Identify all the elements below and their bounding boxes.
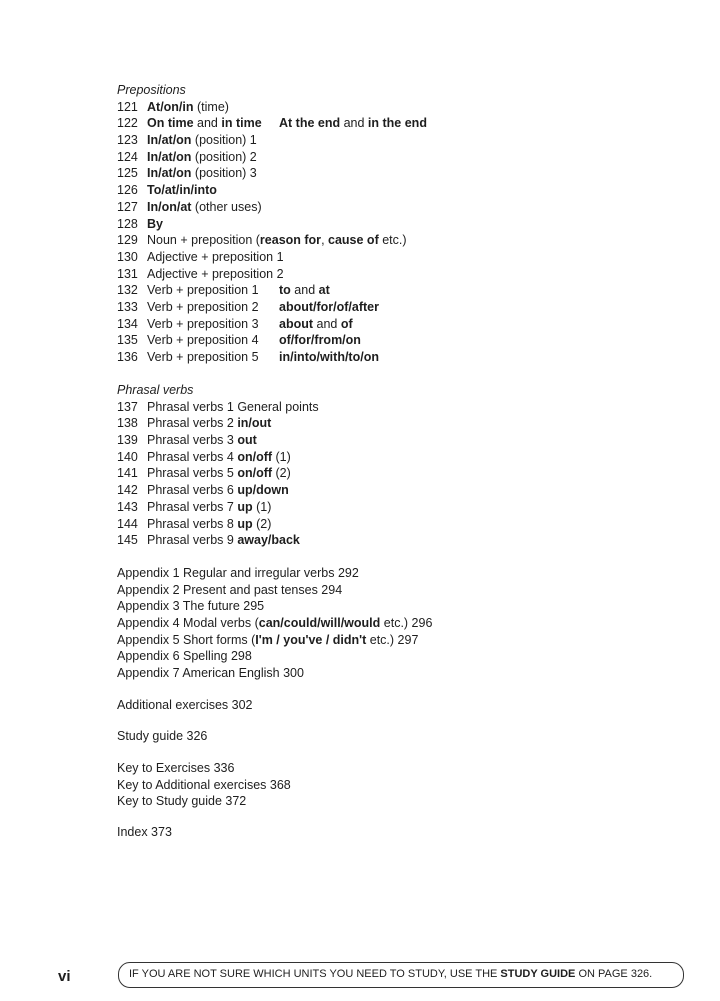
unit-title-text: In/at/on [147,149,192,164]
unit-entry [117,482,319,499]
unit-number: 124 [117,149,138,164]
unit-subtitle-text: about [279,316,314,331]
unit-title-text: on/off [237,466,273,481]
appendix-entry [117,582,432,599]
appendix-text: etc.) 296 [380,616,433,631]
unit-title-text: (position) 1 [191,133,257,148]
unit-title-text: etc.) [378,233,407,248]
key-entry: Key to Additional exercises 368 [117,777,291,792]
unit-title [147,150,257,164]
unit-subtitle-text: of/for/from/on [279,333,361,348]
unit-title [147,183,217,197]
section-heading-phrasal-verbs: Phrasal verbs [117,383,194,397]
unit-title-text: Noun + preposition ( [147,233,260,248]
unit-entry [117,349,407,366]
unit-title-text: (position) 3 [191,166,257,181]
unit-title-text: on/off [237,449,273,464]
appendix-text: Appendix 4 Modal verbs ( [117,616,259,631]
study-guide-entry: Study guide 326 [117,729,208,743]
page-number: vi [58,968,71,985]
appendix-entry [117,632,432,649]
appendix-text: Appendix 7 American English 300 [117,666,304,681]
unit-subtitle [279,316,353,333]
unit-entry [117,266,407,283]
unit-title-text: Adjective + preposition 1 [147,249,284,264]
unit-subtitle [279,282,330,299]
unit-number: 122 [117,116,138,131]
unit-entry [117,449,319,466]
unit-number: 140 [117,449,138,464]
keys-list [117,760,291,810]
unit-entry [117,232,407,249]
unit-subtitle-text: to [279,283,291,298]
appendix-text: can/could/will/would [258,616,381,631]
study-guide-notice [118,962,684,988]
unit-number: 127 [117,199,138,214]
unit-title-text: Phrasal verbs 4 [147,449,238,464]
unit-title [147,317,259,331]
unit-title-text: Verb + preposition 4 [147,333,259,348]
unit-title-text: In/at/on [147,133,192,148]
unit-title-text: Verb + preposition 5 [147,350,259,364]
appendix-text: etc.) 297 [366,632,419,647]
unit-entry [117,99,407,116]
unit-entry [117,499,319,516]
unit-number: 138 [117,416,138,431]
unit-number: 132 [117,283,138,298]
unit-subtitle [279,299,379,316]
unit-subtitle-text: in the end [367,116,427,131]
unit-title-text: Verb + preposition 3 [147,316,259,331]
unit-entry [117,115,427,132]
unit-entry [117,282,407,299]
unit-number: 137 [117,399,138,414]
key-entry: Key to Exercises 336 [117,761,235,775]
unit-title-text: up [237,516,253,531]
unit-number: 123 [117,133,138,148]
unit-title [147,133,257,147]
appendix-entry [117,665,432,682]
unit-entry [117,199,407,216]
phrasal-verbs-unit-list [117,399,319,549]
unit-entry [117,165,407,182]
unit-title-text: By [147,216,163,231]
unit-number: 135 [117,333,138,348]
unit-title [147,400,319,414]
unit-subtitle [279,115,427,132]
unit-entry [117,415,319,432]
appendix-text: Appendix 2 Present and past tenses 294 [117,582,343,597]
unit-title-text: and [193,116,222,131]
unit-subtitle [279,332,361,349]
unit-title [147,416,271,430]
unit-number: 133 [117,299,138,314]
unit-entry [117,299,407,316]
unit-title-text: In/on/at [147,199,192,214]
unit-entry [117,465,319,482]
unit-title-text: (other uses) [191,199,262,214]
unit-title-text: (time) [193,99,229,114]
unit-title [147,166,257,180]
unit-subtitle-text: At the end [279,116,341,131]
unit-number: 128 [117,216,138,231]
unit-title-text: out [237,433,257,448]
unit-title [147,483,289,497]
unit-title-text: up [237,499,253,514]
unit-entry [117,516,319,533]
key-entry: Key to Study guide 372 [117,794,247,809]
section-heading-prepositions: Prepositions [117,83,186,97]
unit-title-text: in time [221,116,262,131]
unit-title-text: Verb + preposition 2 [147,299,259,314]
unit-entry [117,432,319,449]
unit-number: 141 [117,466,138,481]
unit-title [147,350,259,364]
unit-entry [117,532,319,549]
unit-title-text: (position) 2 [191,149,257,164]
unit-title-text: , [321,233,329,248]
unit-title-text: (1) [272,449,291,464]
unit-title-text: Phrasal verbs 1 General points [147,399,319,414]
unit-title [147,433,257,447]
unit-title [147,333,259,347]
unit-subtitle-text: and [313,316,341,331]
unit-number: 145 [117,533,138,548]
unit-entry [117,316,407,333]
unit-number: 139 [117,433,138,448]
unit-number: 125 [117,166,138,181]
unit-title-text: To/at/in/into [147,183,217,198]
appendix-text: I'm / you've / didn't [255,632,367,647]
prepositions-unit-list [117,99,427,366]
unit-subtitle-text: in/into/with/to/on [279,350,379,364]
appendix-entry [117,615,432,632]
unit-number: 129 [117,233,138,248]
unit-number: 131 [117,266,138,281]
unit-entry [117,216,407,233]
unit-number: 130 [117,249,138,264]
unit-title-text: (2) [252,516,272,531]
unit-title-text: At/on/in [147,99,194,114]
unit-title-text: In/at/on [147,166,192,181]
additional-exercises-entry: Additional exercises 302 [117,698,253,712]
notice-text: STUDY GUIDE [500,968,576,980]
unit-title-text: Verb + preposition 1 [147,283,259,298]
unit-number: 126 [117,183,138,198]
appendix-text: Appendix 5 Short forms ( [117,632,256,647]
unit-number: 134 [117,316,138,331]
unit-title [147,100,229,114]
unit-title-text: (2) [272,466,291,481]
unit-subtitle [279,349,379,366]
unit-title [147,233,407,247]
appendix-text: Appendix 1 Regular and irregular verbs 292 [117,566,359,580]
unit-title [147,250,284,264]
appendix-text: Appendix 6 Spelling 298 [117,649,252,664]
unit-entry [117,399,319,416]
unit-entry [117,332,407,349]
unit-title [147,300,259,314]
unit-title-text: Phrasal verbs 6 [147,483,238,498]
notice-text: IF YOU ARE NOT SURE WHICH UNITS YOU NEED TO STUDY, USE THE [129,968,501,980]
appendix-list [117,565,432,682]
unit-subtitle-text: and [340,116,368,131]
appendix-entry [117,648,432,665]
unit-title-text: reason for [259,233,322,248]
phrasal-verbs-section [117,382,319,549]
unit-title [147,533,300,547]
unit-title-text: cause of [328,233,379,248]
unit-subtitle-text: about/for/of/after [279,299,379,314]
unit-number: 144 [117,516,138,531]
unit-title-text: away/back [237,533,300,548]
unit-title-text: Phrasal verbs 9 [147,533,238,548]
index-entry: Index 373 [117,825,172,839]
unit-title [147,517,271,531]
unit-subtitle-text: and [290,283,319,298]
unit-title [147,116,262,130]
appendix-text: Appendix 3 The future 295 [117,599,265,614]
unit-number: 142 [117,483,138,498]
unit-title-text: Phrasal verbs 5 [147,466,238,481]
unit-entry [117,132,407,149]
unit-title [147,217,163,231]
unit-number: 121 [117,99,138,114]
unit-title [147,466,291,480]
unit-subtitle-text: of [340,316,353,331]
unit-title [147,450,291,464]
unit-entry [117,182,407,199]
unit-title-text: On time [147,116,194,131]
appendix-entry [117,565,432,582]
unit-title-text: Phrasal verbs 3 [147,433,238,448]
unit-title-text: in/out [237,416,272,431]
unit-title-text: up/down [237,483,289,498]
unit-title [147,200,262,214]
unit-title-text: Phrasal verbs 7 [147,499,238,514]
unit-entry [117,149,407,166]
unit-number: 143 [117,499,138,514]
unit-title-text: Phrasal verbs 2 [147,416,238,431]
unit-entry [117,249,407,266]
unit-title-text: Phrasal verbs 8 [147,516,238,531]
unit-title [147,500,271,514]
notice-text: ON PAGE 326. [575,968,653,980]
unit-title-text: Adjective + preposition 2 [147,266,284,281]
unit-title [147,283,259,297]
appendix-entry [117,598,432,615]
prepositions-section [117,82,427,366]
unit-title-text: (1) [252,499,272,514]
unit-title [147,267,284,281]
unit-number: 136 [117,350,138,364]
unit-subtitle-text: at [318,283,330,298]
